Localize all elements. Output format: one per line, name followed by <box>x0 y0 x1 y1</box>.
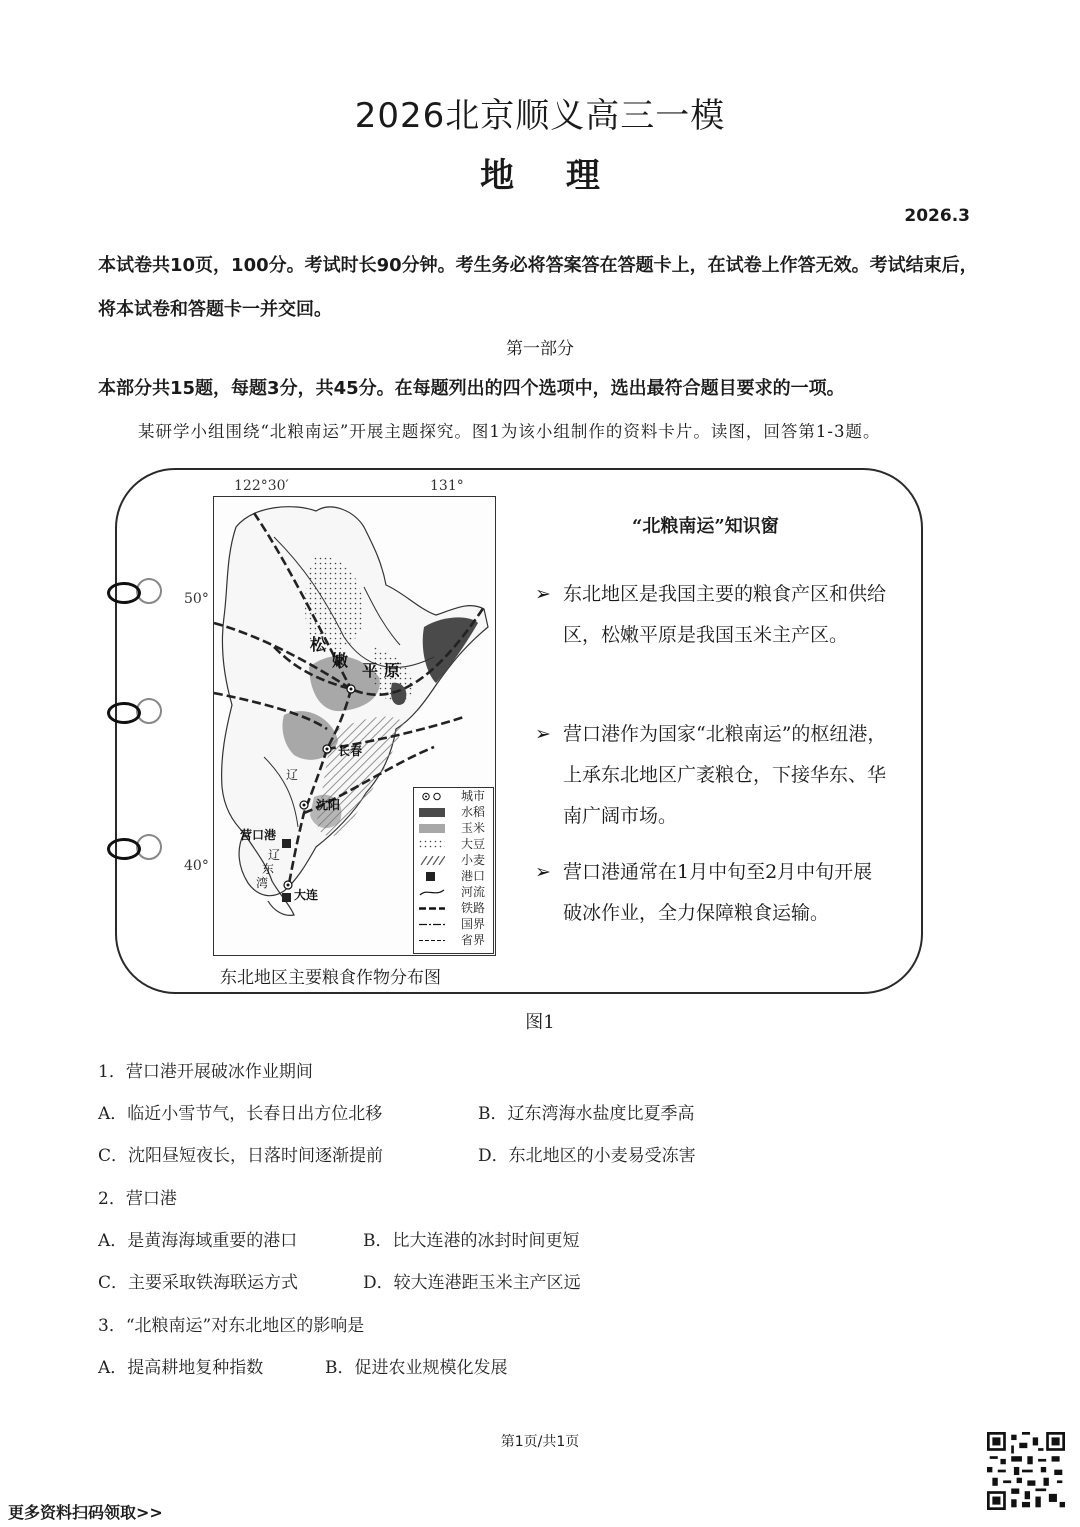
page-number: 第1页/共1页 <box>500 1434 580 1450</box>
longitude-label: 122°30′ <box>234 478 289 494</box>
port-swatch-icon <box>426 872 435 881</box>
latitude-label: 40° <box>184 858 209 874</box>
figure-label: 图1 <box>525 1012 555 1033</box>
part-heading: 第一部分 <box>506 339 574 359</box>
bay-label-char: 东 <box>262 862 275 876</box>
more-resources-link[interactable]: 更多资料扫码领取>> <box>8 1503 163 1522</box>
arrow-bullet-icon: ➢ <box>535 583 551 605</box>
city-symbol-icon <box>419 792 445 801</box>
question-stem: 2．营口港 <box>98 1189 177 1209</box>
legend-label: 大豆 <box>461 837 486 851</box>
port-icon <box>282 893 291 902</box>
provincial-border-swatch-icon <box>419 936 445 945</box>
legend-label: 城市 <box>461 789 486 803</box>
legend-river <box>417 884 493 901</box>
railway-swatch-icon <box>419 904 445 913</box>
legend-label: 国界 <box>461 917 486 931</box>
legend-label: 河流 <box>461 885 486 899</box>
city-label: 大连 <box>294 888 319 902</box>
legend-city <box>417 788 493 805</box>
port-icon <box>282 839 291 848</box>
question-group-stem: 某研学小组围绕“北粮南运”开展主题探究。图1为该小组制作的资料卡片。读图，回答第1-3题。 <box>138 422 881 441</box>
option: A．提高耕地复种指数 <box>98 1358 264 1378</box>
legend-label: 小麦 <box>461 853 486 867</box>
exam-subject: 地 理 <box>480 156 600 196</box>
legend-label: 玉米 <box>461 821 486 835</box>
qr-code-icon[interactable] <box>987 1432 1065 1510</box>
city-label: 长春 <box>338 744 363 758</box>
binder-hook-icon <box>107 702 141 724</box>
arrow-bullet-icon: ➢ <box>535 723 551 745</box>
legend-provincial-border <box>417 932 493 949</box>
option: B．促进农业规模化发展 <box>325 1358 508 1378</box>
city-label: 沈阳 <box>316 798 341 812</box>
option: A．临近小雪节气，长春日出方位北移 <box>98 1104 383 1124</box>
part-note: 本部分共15题，每题3分，共45分。在每题列出的四个选项中，选出最符合题目要求的一项。 <box>98 378 845 399</box>
arrow-bullet-icon: ➢ <box>535 861 551 883</box>
knowledge-item: ➢ 营口港作为国家“北粮南运”的枢纽港，上承东北地区广袤粮仓，下接华东、华南广阔市场。 <box>535 714 890 837</box>
legend-label: 港口 <box>461 869 486 883</box>
map-caption: 东北地区主要粮食作物分布图 <box>220 968 441 988</box>
option: B．比大连港的冰封时间更短 <box>363 1231 580 1251</box>
option: B．辽东湾海水盐度比夏季高 <box>478 1104 695 1124</box>
legend-corn <box>417 820 493 837</box>
legend-rice <box>417 804 493 821</box>
bay-label-char: 辽 <box>268 848 281 862</box>
legend-wheat <box>417 852 493 869</box>
plain-label-char: 松 <box>310 635 327 654</box>
legend-label: 水稻 <box>461 805 486 819</box>
exam-title: 2026北京顺义高三一模 <box>354 96 726 136</box>
legend-national-border <box>417 916 493 933</box>
legend-port <box>417 868 493 885</box>
wheat-swatch-icon <box>419 856 445 865</box>
exam-date: 2026.3 <box>904 206 970 226</box>
legend-label: 省界 <box>461 933 486 947</box>
exam-instructions: 本试卷共10页，100分。考试时长90分钟。考生务必将答案答在答题卡上，在试卷上作答无效。考试结束后，将本试卷和答题卡一并交回。 <box>98 255 978 320</box>
soybean-swatch-icon <box>419 840 445 849</box>
national-border-swatch-icon <box>419 920 445 929</box>
river-swatch-icon <box>419 888 445 897</box>
knowledge-item: ➢ 东北地区是我国主要的粮食产区和供给区，松嫩平原是我国玉米主产区。 <box>535 574 890 656</box>
knowledge-window-title: “北粮南运”知识窗 <box>632 516 779 537</box>
bay-label-char: 湾 <box>256 876 269 890</box>
option: C．沈阳昼短夜长，日落时间逐渐提前 <box>98 1146 384 1166</box>
rice-swatch-icon <box>419 808 445 817</box>
legend-label: 铁路 <box>461 901 486 915</box>
river-label: 辽 <box>286 768 299 782</box>
legend-railway <box>417 900 493 917</box>
longitude-label: 131° <box>430 478 464 494</box>
question-stem: 3．“北粮南运”对东北地区的影响是 <box>98 1316 365 1336</box>
latitude-label: 50° <box>184 591 209 607</box>
legend-soybean <box>417 836 493 853</box>
plain-label-char: 原 <box>384 661 401 680</box>
city-label: 营口港 <box>240 828 277 842</box>
knowledge-item: ➢ 营口港通常在1月中旬至2月中旬开展破冰作业，全力保障粮食运输。 <box>535 852 890 934</box>
binder-hook-icon <box>107 838 141 860</box>
plain-label-char: 平 <box>362 661 379 680</box>
binder-hook-icon <box>107 582 141 604</box>
map-legend <box>413 787 494 954</box>
question-stem: 1．营口港开展破冰作业期间 <box>98 1062 313 1082</box>
option: D．较大连港距玉米主产区远 <box>363 1273 581 1293</box>
corn-swatch-icon <box>419 824 445 833</box>
option: A．是黄海海域重要的港口 <box>98 1231 298 1251</box>
option: C．主要采取铁海联运方式 <box>98 1273 299 1293</box>
plain-label-char: 嫩 <box>332 651 349 670</box>
option: D．东北地区的小麦易受冻害 <box>478 1146 696 1166</box>
